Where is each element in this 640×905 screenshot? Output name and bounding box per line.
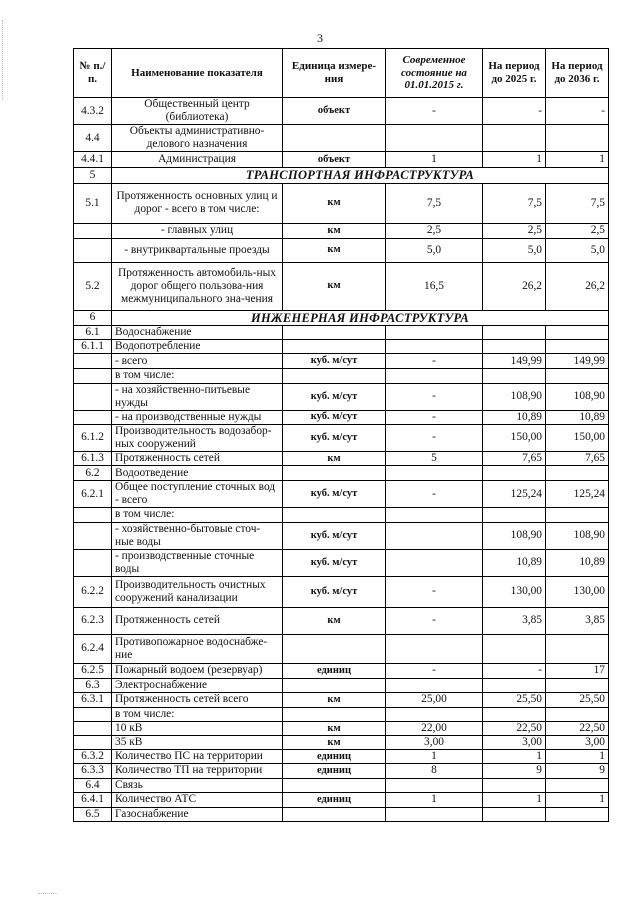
section-row [74,310,609,325]
page-number: 3 [317,31,323,45]
value-2036: 3,00 [546,736,609,750]
value-2025 [483,125,546,152]
row-number [74,508,112,522]
current-value: 2,5 [386,223,483,238]
value-2036 [546,340,609,354]
row-number [74,522,112,549]
row-number: 6.3 [74,678,112,692]
indicators-table [73,48,609,822]
value-2025: 7,65 [483,452,546,466]
header-name: Наименование показателя [112,49,283,98]
table-row [74,183,609,223]
value-2025: 26,2 [483,262,546,310]
value-2025 [483,369,546,383]
value-2025 [483,508,546,522]
current-value: - [386,410,483,424]
unit-cell: куб. м/сут [283,383,386,410]
unit-cell: км [283,183,386,223]
section-title: ТРАНСПОРТНАЯ ИНФРАСТРУКТУРА [112,168,609,183]
header-unit: Единица измере-ния [283,49,386,98]
row-number: 6.3.2 [74,750,112,764]
row-number [74,369,112,383]
unit-cell [283,340,386,354]
value-2025: - [483,663,546,678]
indicator-name: Количество ТП на территории [112,764,283,778]
value-2025: 3,85 [483,607,546,634]
table-row [74,792,609,807]
unit-cell: куб. м/сут [283,424,386,451]
value-2025: 108,90 [483,383,546,410]
current-value [386,466,483,481]
section-row [74,168,609,183]
indicator-name: в том числе: [112,708,283,722]
unit-cell [283,807,386,821]
value-2036: 7,5 [546,183,609,223]
row-number: 5.2 [74,262,112,310]
indicator-name: 10 кВ [112,722,283,736]
table-row [74,708,609,722]
table-row [74,576,609,607]
table-row [74,369,609,383]
table-row [74,508,609,522]
table-body [74,98,609,822]
value-2025 [483,678,546,692]
row-number: 6.1.1 [74,340,112,354]
current-value: 1 [386,792,483,807]
value-2025: 25,50 [483,693,546,708]
indicator-name: Общественный центр (библиотека) [112,98,283,125]
unit-cell: куб. м/сут [283,354,386,369]
row-number: 4.4 [74,125,112,152]
row-number: 6.2.1 [74,481,112,508]
table-header [74,49,609,98]
value-2036 [546,778,609,792]
indicator-name: Водоснабжение [112,326,283,340]
value-2036: 108,90 [546,383,609,410]
current-value [386,634,483,663]
row-number [74,549,112,576]
table-row [74,98,609,125]
table-row [74,678,609,692]
unit-cell: единиц [283,764,386,778]
current-value: 1 [386,152,483,168]
indicator-name: Противопожарное водоснабже-ние [112,634,283,663]
row-number [74,708,112,722]
current-value: 1 [386,750,483,764]
value-2025: 10,89 [483,410,546,424]
value-2025: 125,24 [483,481,546,508]
unit-cell: объект [283,152,386,168]
unit-cell: км [283,223,386,238]
indicator-name: Объекты административно-делового назначения [112,125,283,152]
value-2025 [483,466,546,481]
unit-cell: единиц [283,792,386,807]
value-2036 [546,708,609,722]
value-2036: 10,89 [546,410,609,424]
value-2036: 108,90 [546,522,609,549]
scan-edge-mark-bottom [38,893,58,897]
row-number [74,223,112,238]
row-number [74,383,112,410]
value-2025 [483,708,546,722]
indicator-name: Протяженность сетей [112,607,283,634]
value-2025: 10,89 [483,549,546,576]
unit-cell: куб. м/сут [283,481,386,508]
indicator-name: - производственные сточные воды [112,549,283,576]
value-2036 [546,807,609,821]
value-2025: 3,00 [483,736,546,750]
value-2036: 1 [546,750,609,764]
table-row [74,223,609,238]
unit-cell [283,778,386,792]
table-row [74,410,609,424]
current-value: 22,00 [386,722,483,736]
unit-cell [283,125,386,152]
value-2036: 17 [546,663,609,678]
current-value [386,778,483,792]
unit-cell [283,634,386,663]
unit-cell: единиц [283,663,386,678]
value-2025: 5,0 [483,238,546,262]
value-2025: 1 [483,152,546,168]
current-value: - [386,383,483,410]
value-2025: 2,5 [483,223,546,238]
value-2036: 9 [546,764,609,778]
table-row [74,522,609,549]
value-2036: 26,2 [546,262,609,310]
current-value [386,807,483,821]
row-number [74,722,112,736]
table-row [74,607,609,634]
value-2025: - [483,98,546,125]
value-2025 [483,340,546,354]
indicator-name: Количество АТС [112,792,283,807]
value-2036 [546,466,609,481]
row-number: 4.3.2 [74,98,112,125]
value-2025: 1 [483,750,546,764]
indicator-name: - главных улиц [112,223,283,238]
row-number: 5.1 [74,183,112,223]
current-value: - [386,607,483,634]
value-2025: 9 [483,764,546,778]
current-value: - [386,481,483,508]
indicator-name: - всего [112,354,283,369]
value-2036: 5,0 [546,238,609,262]
value-2036 [546,634,609,663]
current-value: 8 [386,764,483,778]
row-number: 4.4.1 [74,152,112,168]
unit-cell [283,326,386,340]
unit-cell: км [283,262,386,310]
unit-cell: км [283,693,386,708]
row-number: 6.4 [74,778,112,792]
value-2025 [483,807,546,821]
row-number: 6.3.3 [74,764,112,778]
indicator-name: Общее поступление сточных вод - всего [112,481,283,508]
row-number [74,354,112,369]
value-2036: 2,5 [546,223,609,238]
indicator-name: Водопотребление [112,340,283,354]
unit-cell: км [283,607,386,634]
indicator-name: Протяженность сетей всего [112,693,283,708]
table-row [74,549,609,576]
value-2025: 22,50 [483,722,546,736]
table-row [74,262,609,310]
value-2025: 1 [483,792,546,807]
current-value [386,708,483,722]
value-2025 [483,778,546,792]
table-row [74,238,609,262]
indicator-name: в том числе: [112,508,283,522]
value-2025: 130,00 [483,576,546,607]
value-2036: - [546,98,609,125]
row-number: 6.5 [74,807,112,821]
row-number [74,410,112,424]
row-number: 6.4.1 [74,792,112,807]
table-row [74,125,609,152]
row-number: 6.1.3 [74,452,112,466]
indicator-name: Электроснабжение [112,678,283,692]
unit-cell: объект [283,98,386,125]
unit-cell [283,678,386,692]
value-2025: 108,90 [483,522,546,549]
value-2036 [546,678,609,692]
value-2036 [546,369,609,383]
indicator-name: - на хозяйственно-питьевые нужды [112,383,283,410]
value-2036: 150,00 [546,424,609,451]
current-value [386,508,483,522]
unit-cell: куб. м/сут [283,410,386,424]
value-2025: 150,00 [483,424,546,451]
table-row [74,383,609,410]
unit-cell: куб. м/сут [283,549,386,576]
current-value [386,340,483,354]
value-2025: 7,5 [483,183,546,223]
value-2036 [546,125,609,152]
current-value: 3,00 [386,736,483,750]
value-2036: 22,50 [546,722,609,736]
unit-cell: единиц [283,750,386,764]
indicator-name: - внутриквартальные проезды [112,238,283,262]
value-2036: 130,00 [546,576,609,607]
row-number: 6.2 [74,466,112,481]
row-number: 6.3.1 [74,693,112,708]
row-number: 6.2.2 [74,576,112,607]
current-value [386,326,483,340]
indicator-name: Количество ПС на территории [112,750,283,764]
table-row [74,663,609,678]
table-row [74,736,609,750]
current-value: - [386,98,483,125]
header-2025: На период до 2025 г. [483,49,546,98]
value-2036: 25,50 [546,693,609,708]
indicator-name: Связь [112,778,283,792]
value-2036 [546,326,609,340]
unit-cell [283,466,386,481]
indicator-name: в том числе: [112,369,283,383]
table-row [74,778,609,792]
unit-cell [283,708,386,722]
table-row [74,481,609,508]
indicator-name: Производительность водозабор-ных сооружений [112,424,283,451]
current-value: 5,0 [386,238,483,262]
value-2036: 149,99 [546,354,609,369]
table-row [74,693,609,708]
row-number: 6.2.3 [74,607,112,634]
value-2025 [483,326,546,340]
table-row [74,424,609,451]
current-value: 5 [386,452,483,466]
section-title: ИНЖЕНЕРНАЯ ИНФРАСТРУКТУРА [112,310,609,325]
value-2025: 149,99 [483,354,546,369]
value-2036: 125,24 [546,481,609,508]
row-number: 6 [74,310,112,325]
current-value: 16,5 [386,262,483,310]
table-row [74,634,609,663]
indicator-name: Пожарный водоем (резервуар) [112,663,283,678]
indicator-name: - хозяйственно-бытовые сточ-ные воды [112,522,283,549]
unit-cell [283,508,386,522]
row-number: 6.1 [74,326,112,340]
table-row [74,152,609,168]
current-value: - [386,663,483,678]
current-value [386,678,483,692]
table-row [74,452,609,466]
unit-cell: км [283,736,386,750]
header-2036: На период до 2036 г. [546,49,609,98]
table-row [74,722,609,736]
table-row [74,466,609,481]
value-2036 [546,508,609,522]
unit-cell: км [283,722,386,736]
value-2036: 3,85 [546,607,609,634]
value-2036: 1 [546,792,609,807]
value-2025 [483,634,546,663]
current-value [386,522,483,549]
value-2036: 1 [546,152,609,168]
value-2036: 10,89 [546,549,609,576]
value-2036: 7,65 [546,452,609,466]
header-current: Современное состояние на 01.01.2015 г. [386,49,483,98]
unit-cell: куб. м/сут [283,576,386,607]
unit-cell: км [283,238,386,262]
indicator-name: Администрация [112,152,283,168]
row-number: 6.2.5 [74,663,112,678]
current-value [386,549,483,576]
indicator-name: Протяженность основных улиц и дорог - всего в том числе: [112,183,283,223]
current-value: - [386,424,483,451]
row-number: 6.1.2 [74,424,112,451]
header-num: № п./п. [74,49,112,98]
row-number [74,736,112,750]
table-row [74,326,609,340]
indicator-name: Протяженность автомобиль-ных дорог общего пользова-ния межмуниципального зна-чения [112,262,283,310]
unit-cell: куб. м/сут [283,522,386,549]
table-row [74,764,609,778]
row-number [74,238,112,262]
table-row [74,750,609,764]
unit-cell: км [283,452,386,466]
current-value: - [386,354,483,369]
current-value: 25,00 [386,693,483,708]
indicator-name: Газоснабжение [112,807,283,821]
indicator-name: - на производственные нужды [112,410,283,424]
unit-cell [283,369,386,383]
table-row [74,354,609,369]
table-row [74,340,609,354]
indicator-name: 35 кВ [112,736,283,750]
current-value [386,369,483,383]
indicator-name: Водоотведение [112,466,283,481]
indicator-name: Протяженность сетей [112,452,283,466]
table-row [74,807,609,821]
row-number: 5 [74,168,112,183]
current-value: - [386,576,483,607]
current-value: 7,5 [386,183,483,223]
indicator-name: Производительность очистных сооружений канализации [112,576,283,607]
current-value [386,125,483,152]
row-number: 6.2.4 [74,634,112,663]
